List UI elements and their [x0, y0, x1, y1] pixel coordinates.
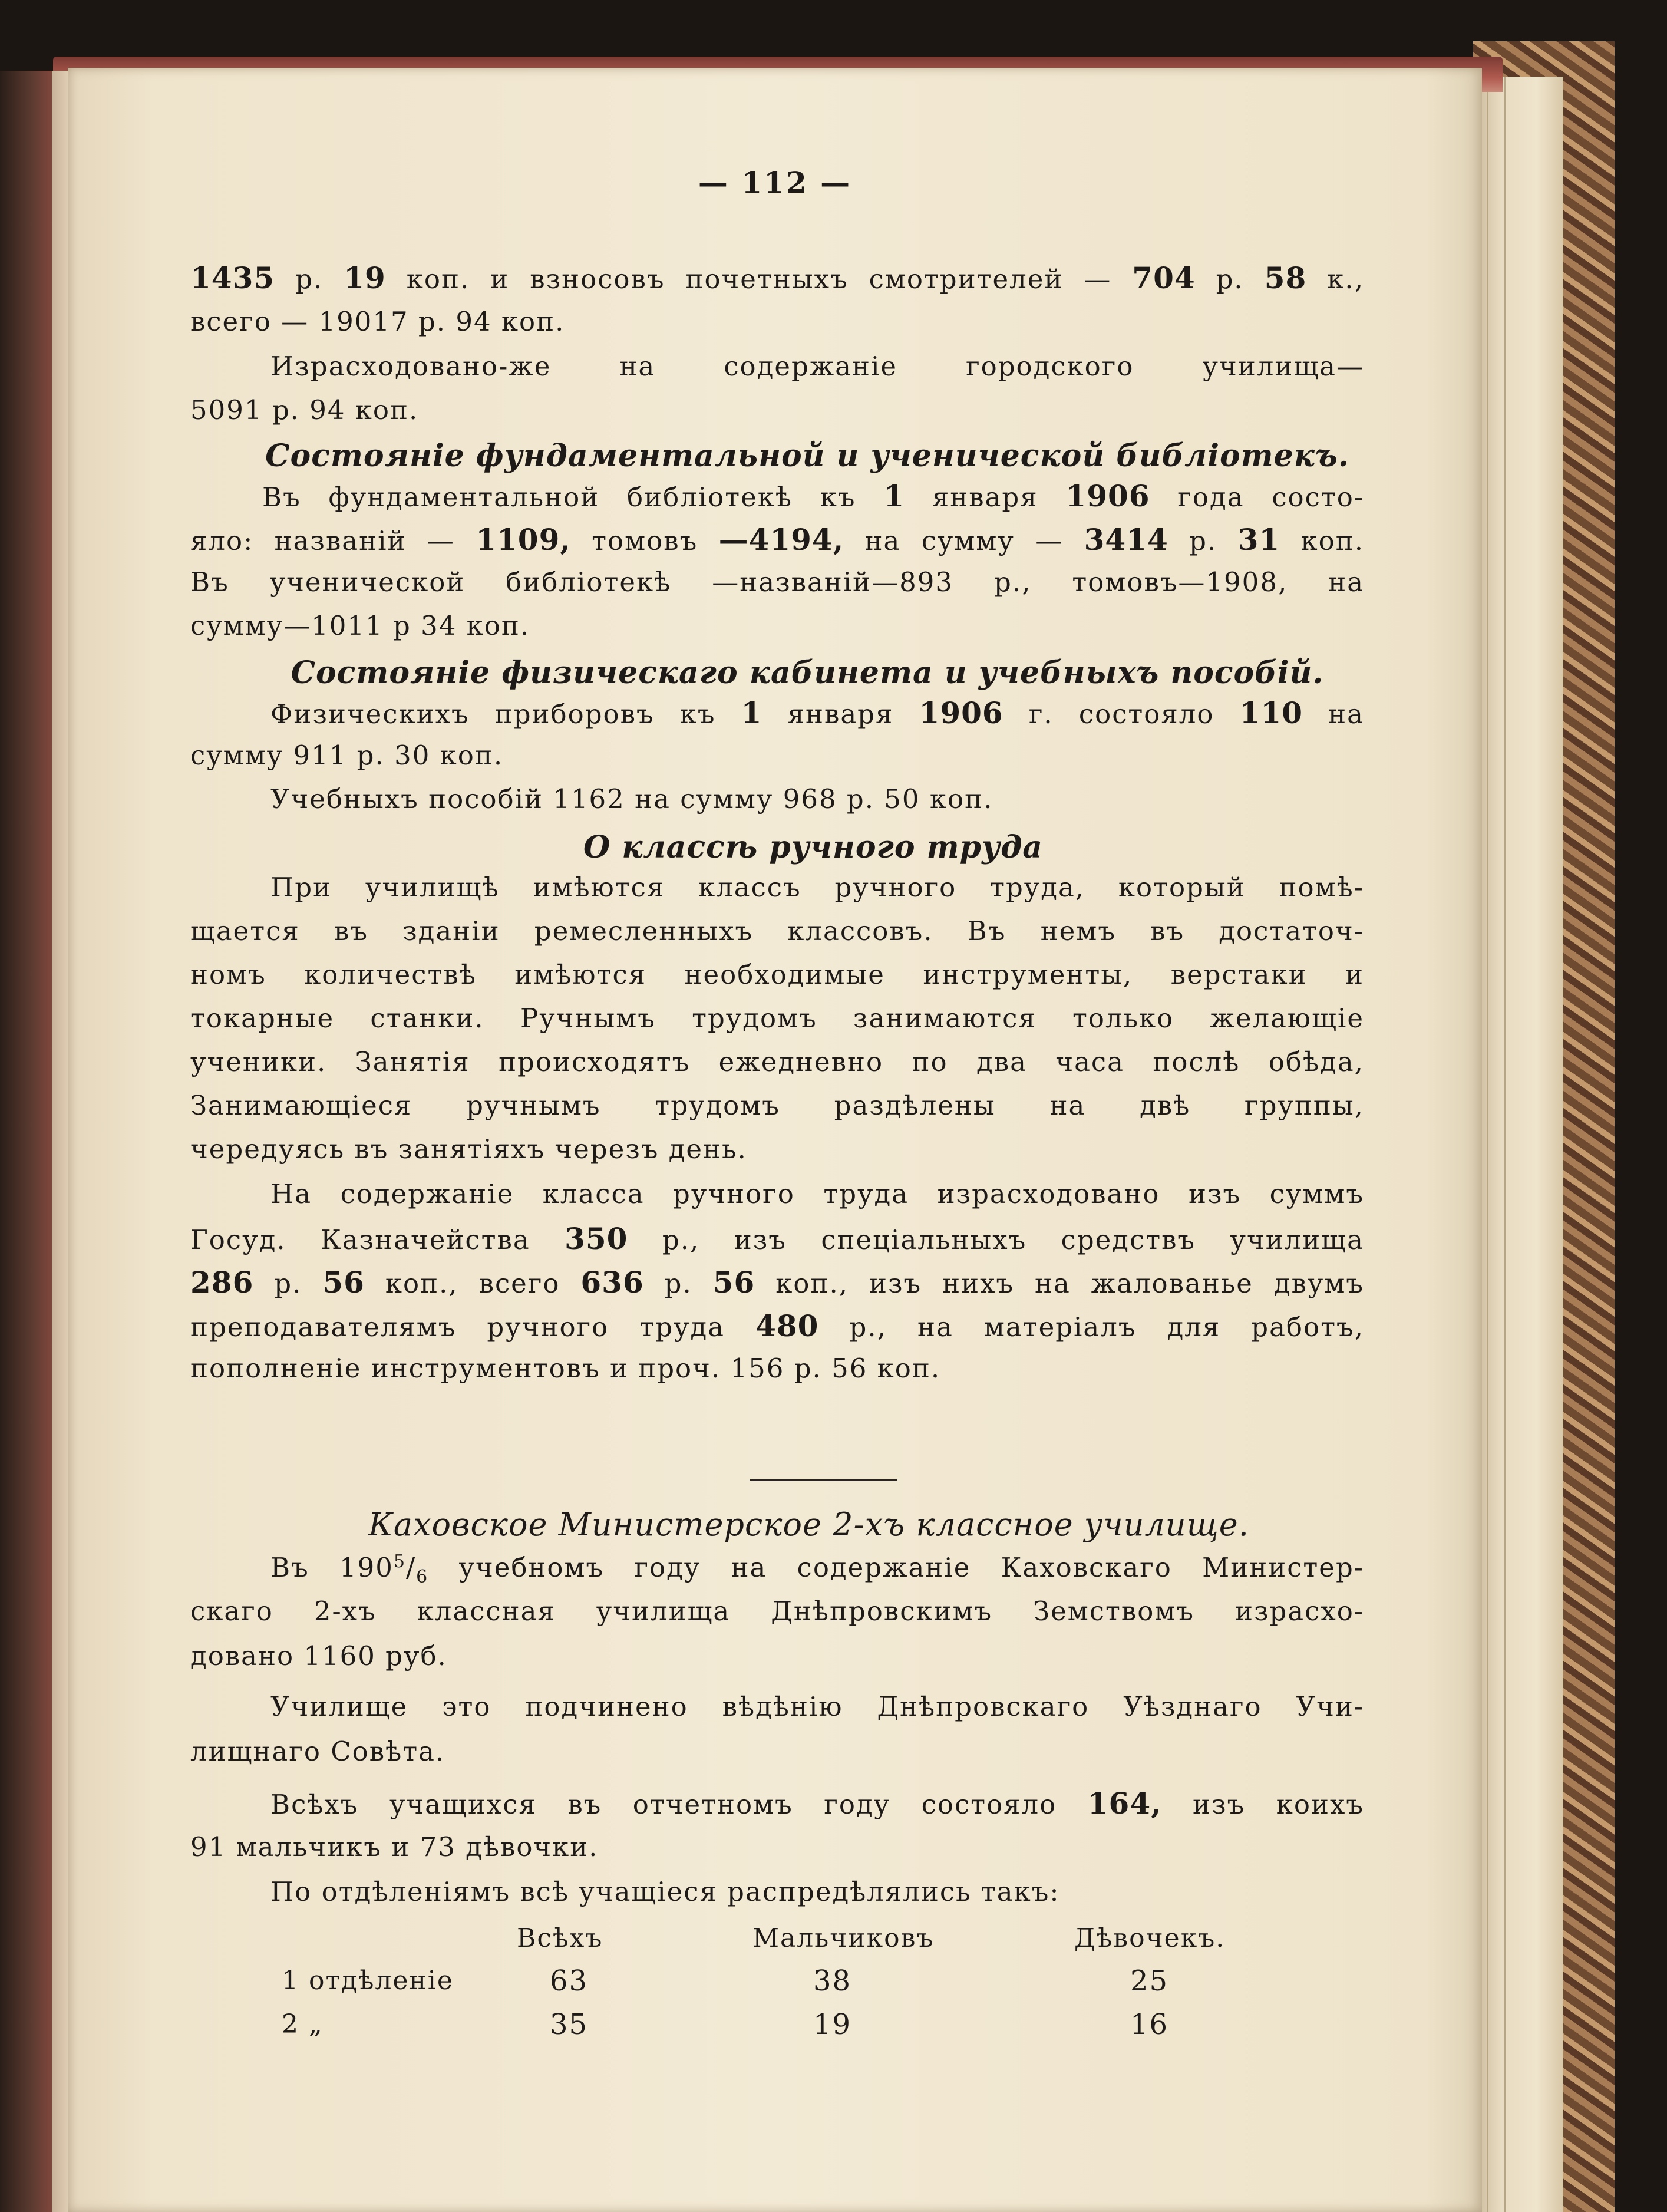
word: въ	[1150, 915, 1185, 947]
word: на	[619, 351, 656, 382]
word: отчетномъ	[632, 1789, 793, 1820]
word: нихъ	[942, 1268, 1015, 1299]
word: Въ	[262, 482, 301, 513]
table-header: Мальчиковъ	[752, 1923, 935, 1953]
word: состо-	[1272, 482, 1365, 513]
word: изъ	[1193, 1789, 1246, 1820]
word: на	[1049, 1090, 1086, 1121]
text-line: лищнаго Совѣта.	[190, 1736, 445, 1767]
word: коихъ	[1276, 1789, 1364, 1820]
word: желающіе	[1210, 1003, 1364, 1034]
text-line	[190, 1595, 1365, 1627]
word: суммъ	[1269, 1178, 1364, 1209]
word: средствъ	[1061, 1224, 1196, 1255]
word: и	[1345, 959, 1364, 990]
word: 1	[741, 695, 762, 730]
word: 56	[712, 1265, 755, 1300]
text-line: довано 1160 руб.	[190, 1640, 447, 1672]
word: 56	[322, 1265, 365, 1300]
word: изъ	[1188, 1178, 1242, 1209]
word: количествѣ	[304, 959, 477, 990]
word: немъ	[1040, 915, 1116, 947]
word: р.,	[849, 1311, 887, 1343]
book-cover-left	[0, 71, 77, 2212]
word: ежедневно	[718, 1046, 884, 1077]
word: Днѣпровскимъ	[771, 1595, 993, 1627]
word: ремесленныхъ	[534, 915, 754, 947]
word: на	[917, 1311, 953, 1343]
word: смотрителей	[869, 263, 1064, 295]
text-line: пополненіе инструментовъ и проч. 156 р. 56 коп.	[190, 1353, 941, 1384]
word: 1906	[919, 695, 1003, 730]
word: р.	[1189, 525, 1217, 556]
page-stack-right	[1473, 77, 1563, 2212]
word: къ	[679, 698, 716, 730]
table-cell: 19	[813, 2008, 852, 2041]
book-page	[68, 68, 1482, 2212]
word: —	[1084, 263, 1112, 295]
text-line	[270, 1178, 1364, 1209]
text-line	[190, 1265, 1365, 1300]
text-line: чередуясь въ занятіяхъ черезъ день.	[190, 1133, 747, 1165]
text-line	[190, 263, 1364, 293]
word: ручного	[673, 1178, 795, 1209]
word: труда,	[990, 872, 1085, 903]
word: Госуд.	[190, 1224, 286, 1255]
word: приборовъ	[494, 698, 655, 730]
word: городского	[966, 351, 1134, 382]
word: 58	[1264, 261, 1307, 295]
word: Днѣпровскаго	[877, 1691, 1090, 1722]
word: 1435	[190, 261, 275, 295]
word: два	[976, 1046, 1027, 1077]
word: томовъ	[592, 525, 698, 556]
table-cell: 16	[1130, 2008, 1169, 2041]
text-line	[270, 695, 1364, 730]
word: скаго	[190, 1595, 273, 1627]
word: номъ	[190, 959, 266, 990]
word: содержаніе	[724, 351, 898, 382]
word: двѣ	[1140, 1090, 1191, 1121]
word: инструменты,	[923, 959, 1133, 990]
word: р.	[1216, 263, 1244, 295]
word: взносовъ	[530, 263, 665, 295]
text-line	[262, 479, 1365, 513]
word: почетныхъ	[685, 263, 849, 295]
word: —названій—893	[712, 566, 954, 598]
text-line	[190, 1003, 1364, 1034]
subscript: 6	[416, 1567, 429, 1587]
text-line: сумму 911 р. 30 коп.	[190, 740, 504, 771]
word: коп.	[406, 263, 470, 295]
word: зданіи	[402, 915, 500, 947]
word: часа	[1055, 1046, 1124, 1077]
word: къ	[820, 482, 856, 513]
superscript: 5	[393, 1551, 406, 1572]
word: 1906	[1065, 479, 1150, 513]
word: года	[1177, 482, 1245, 513]
word: достаточ-	[1219, 915, 1364, 947]
word: ученики.	[190, 1046, 327, 1077]
word: 2-хъ	[313, 1595, 377, 1627]
section-heading: О классѣ ручного труда	[583, 829, 1043, 865]
word: училищѣ	[365, 872, 500, 903]
word: р.,	[662, 1224, 700, 1255]
word: 1109,	[476, 522, 571, 557]
word: р.	[274, 1268, 302, 1299]
word: труда	[639, 1311, 725, 1343]
section-heading: Каховское Министерское 2-хъ классное училище.	[368, 1506, 1249, 1543]
word: класса	[542, 1178, 645, 1209]
word: ручного	[487, 1311, 609, 1343]
word: изъ	[869, 1268, 922, 1299]
word: Физическихъ	[270, 698, 470, 730]
word: раздѣлены	[834, 1090, 996, 1121]
word: Уѣзднаго	[1123, 1691, 1262, 1722]
word: и	[490, 263, 510, 295]
word: токарные	[190, 1003, 335, 1034]
word: Училище	[270, 1691, 408, 1722]
word: трудомъ	[692, 1003, 817, 1034]
table-cell: 38	[813, 1964, 852, 1997]
text-line	[270, 1693, 1364, 1720]
text-line: По отдѣленіямъ всѣ учащіеся распредѣлялись такъ:	[270, 1876, 1060, 1907]
word: сумму	[921, 525, 1015, 556]
word: щается	[190, 915, 300, 947]
word: матеріалъ	[983, 1311, 1137, 1343]
word: въ	[334, 915, 368, 947]
word: жалованье	[1091, 1268, 1253, 1299]
text-line: Учебныхъ пособій 1162 на сумму 968 р. 50 коп.	[270, 783, 993, 815]
word: 19	[344, 261, 386, 295]
word: 286	[190, 1265, 254, 1300]
word: На	[270, 1178, 312, 1209]
word: г.	[1028, 698, 1054, 730]
word: Министер-	[1202, 1552, 1364, 1583]
word: для	[1167, 1311, 1221, 1343]
word: 480	[755, 1308, 819, 1343]
word: классъ	[698, 872, 801, 903]
word: —	[427, 525, 455, 556]
section-divider	[750, 1479, 897, 1481]
text-line: всего — 19017 р. 94 коп.	[190, 306, 565, 337]
page-number: — 112 —	[698, 165, 852, 200]
text-line: сумму—1011 р 34 коп.	[190, 610, 530, 641]
word: училища	[596, 1595, 731, 1627]
word: который	[1118, 872, 1246, 903]
word: всего	[478, 1268, 560, 1299]
table-header: Всѣхъ	[517, 1923, 603, 1953]
word: двумъ	[1273, 1268, 1365, 1299]
table-cell: 25	[1130, 1964, 1169, 1997]
word: томовъ—1908,	[1072, 566, 1288, 598]
word: занимаются	[853, 1003, 1036, 1034]
word: коп.,	[385, 1268, 458, 1299]
word: библіотекѣ	[506, 566, 672, 598]
word: работъ,	[1251, 1311, 1364, 1343]
word: израсхо-	[1234, 1595, 1365, 1627]
word: 31	[1237, 522, 1280, 557]
word: верстаки	[1170, 959, 1308, 990]
word: р.	[664, 1268, 692, 1299]
word: коп.,	[775, 1268, 849, 1299]
word: училища	[1230, 1224, 1364, 1255]
word: При	[270, 872, 332, 903]
text-line	[190, 1092, 1364, 1119]
word: трудомъ	[655, 1090, 780, 1121]
text-line	[190, 522, 1365, 557]
word: состояло	[921, 1789, 1057, 1820]
word: 350	[565, 1221, 628, 1256]
word: имѣются	[533, 872, 665, 903]
text-line	[190, 1221, 1364, 1256]
section-heading: Состояніе физическаго кабинета и учебныхъ пособій.	[291, 655, 1324, 691]
word: —4194,	[718, 522, 844, 557]
word: ученической	[269, 566, 466, 598]
word: году	[824, 1789, 891, 1820]
word	[270, 1551, 429, 1587]
word: Въ	[190, 566, 229, 598]
section-heading: Состояніе фундаментальной и ученической библіотекъ.	[265, 438, 1349, 474]
word: учащихся	[389, 1789, 537, 1820]
word: помѣ-	[1279, 872, 1364, 903]
text-line	[270, 353, 1364, 380]
word: состояло	[1078, 698, 1214, 730]
word: Израсходовано-же	[270, 351, 552, 382]
word: необходимые	[684, 959, 885, 990]
text-line	[270, 1786, 1364, 1821]
text-line: 91 мальчикъ и 73 дѣвочки.	[190, 1831, 599, 1862]
text-line: 5091 р. 94 коп.	[190, 394, 419, 426]
word: ручного	[834, 872, 957, 903]
word: это	[442, 1691, 491, 1722]
text-line	[190, 915, 1364, 947]
word: р.,	[994, 566, 1032, 598]
word: училища—	[1202, 351, 1364, 382]
word: р.	[295, 263, 324, 295]
word: января	[932, 482, 1038, 513]
word: происходятъ	[499, 1046, 691, 1077]
text-line	[190, 1308, 1364, 1343]
word: коп.	[1300, 525, 1365, 556]
text-line	[270, 1553, 1364, 1586]
text-line	[190, 961, 1364, 988]
word: Учи-	[1296, 1691, 1365, 1722]
word: Занимающіеся	[190, 1090, 412, 1121]
word: послѣ	[1153, 1046, 1240, 1077]
word: въ	[567, 1789, 602, 1820]
word: Всѣхъ	[270, 1789, 359, 1820]
word: 110	[1239, 695, 1303, 730]
word: только	[1072, 1003, 1174, 1034]
word: подчинено	[525, 1691, 688, 1722]
word: названій	[274, 525, 407, 556]
word: вѣдѣнію	[722, 1691, 843, 1722]
word: 1	[883, 479, 905, 513]
year-prefix: Въ 190	[270, 1552, 394, 1583]
word: израсходовано	[937, 1178, 1160, 1209]
text-line	[190, 566, 1365, 598]
word: библіотекѣ	[626, 482, 793, 513]
word: изъ	[734, 1224, 787, 1255]
word: к.,	[1327, 263, 1365, 295]
table-header: Дѣвочекъ.	[1074, 1923, 1226, 1953]
table-row-label: 1 отдѣленіе	[282, 1966, 454, 1996]
word: фундаментальной	[328, 482, 600, 513]
word: 636	[580, 1265, 644, 1300]
word: спеціальныхъ	[821, 1224, 1027, 1255]
word: преподавателямъ	[190, 1311, 457, 1343]
word: ручнымъ	[466, 1090, 601, 1121]
word: Въ	[967, 915, 1006, 947]
word: учебномъ	[458, 1552, 605, 1583]
word: —	[1035, 525, 1064, 556]
word: на	[1035, 1268, 1071, 1299]
word: содержаніе	[340, 1178, 514, 1209]
text-line	[270, 874, 1364, 901]
word: Казначейства	[321, 1224, 530, 1255]
slash: /	[405, 1552, 417, 1583]
word: по	[912, 1046, 948, 1077]
word: году	[634, 1552, 701, 1583]
word: содержаніе	[797, 1552, 971, 1583]
word: на	[731, 1552, 767, 1583]
text-line	[190, 1046, 1364, 1077]
word: станки.	[370, 1003, 484, 1034]
word: яло:	[190, 525, 254, 556]
word: классная	[417, 1595, 556, 1627]
word: на	[864, 525, 901, 556]
word: классовъ.	[787, 915, 933, 947]
table-cell: 63	[550, 1964, 589, 1997]
table-row-label: 2 „	[282, 2009, 324, 2039]
word: Занятія	[355, 1046, 470, 1077]
table-cell: 35	[550, 2008, 589, 2041]
word: 704	[1132, 261, 1196, 295]
word: Земствомъ	[1033, 1595, 1194, 1627]
word: января	[787, 698, 894, 730]
word: на	[1328, 566, 1365, 598]
word: Каховскаго	[1001, 1552, 1172, 1583]
word: обѣда,	[1268, 1046, 1364, 1077]
word: 164,	[1087, 1786, 1162, 1821]
word: труда	[823, 1178, 909, 1209]
word: имѣются	[514, 959, 647, 990]
word: группы,	[1245, 1090, 1364, 1121]
word: 3414	[1084, 522, 1168, 557]
word: Ручнымъ	[520, 1003, 656, 1034]
word: на	[1328, 698, 1364, 730]
